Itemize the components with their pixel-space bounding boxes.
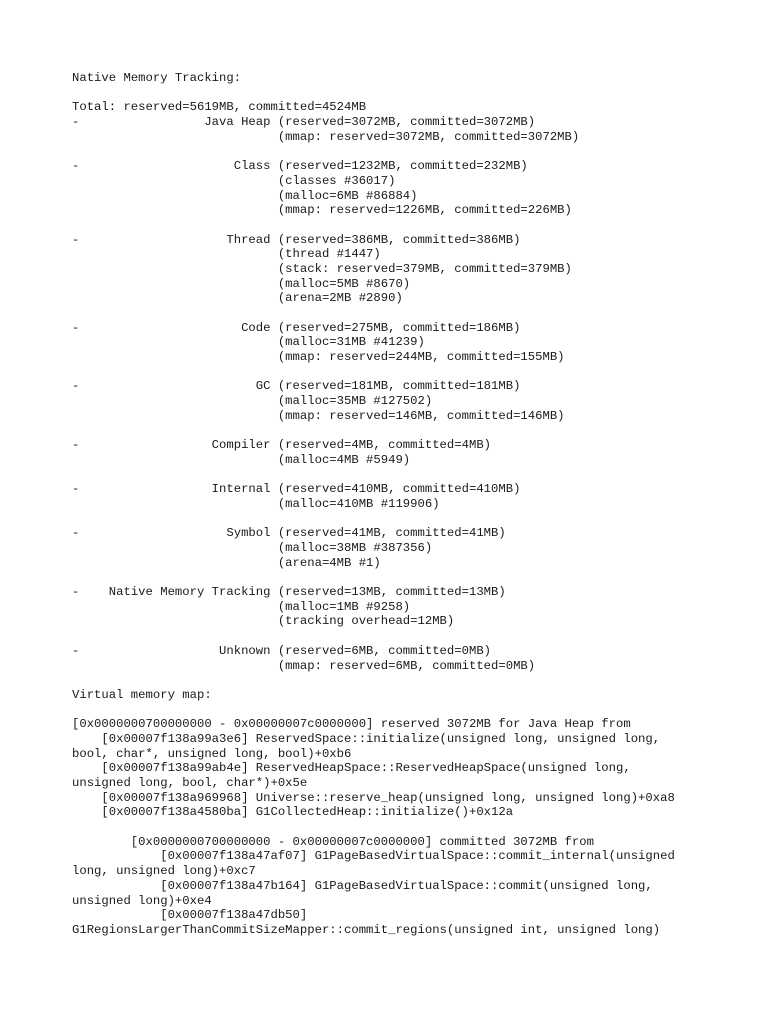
text-line: [0x00007f138a47b164] G1PageBasedVirtualSpace::commit(unsigned long, <box>72 878 653 893</box>
text-line: (malloc=4MB #5949) <box>72 452 411 467</box>
text-line: (stack: reserved=379MB, committed=379MB) <box>72 261 572 276</box>
text-line: [0x00007f138a969968] Universe::reserve_heap(unsigned long, unsigned long)+0xa8 <box>72 790 675 805</box>
text-line: (classes #36017) <box>72 173 396 188</box>
text-line: (tracking overhead=12MB) <box>72 614 455 629</box>
text-line: (mmap: reserved=3072MB, committed=3072MB) <box>72 129 580 144</box>
text-line: - Symbol (reserved=41MB, committed=41MB) <box>72 526 506 541</box>
text-line <box>72 365 762 380</box>
text-line: G1RegionsLargerThanCommitSizeMapper::commit_regions(unsigned int, unsigned long) <box>72 922 661 937</box>
text-line: (mmap: reserved=146MB, committed=146MB) <box>72 408 565 423</box>
text-line: (malloc=1MB #9258) <box>72 599 411 614</box>
text-line: - Java Heap (reserved=3072MB, committed=3072MB) <box>72 115 536 130</box>
text-line: - Unknown (reserved=6MB, committed=0MB) <box>72 643 492 658</box>
text-line <box>72 820 762 835</box>
text-line: Virtual memory map: <box>72 687 212 702</box>
text-line: (arena=4MB #1) <box>72 555 381 570</box>
text-line <box>72 570 762 585</box>
text-line: (malloc=5MB #8670) <box>72 276 411 291</box>
text-line <box>72 468 762 483</box>
text-line <box>72 703 762 718</box>
document-body <box>72 71 762 938</box>
text-line: (thread #1447) <box>72 247 381 262</box>
text-line: bool, char*, unsigned long, bool)+0xb6 <box>72 746 352 761</box>
text-line <box>72 144 762 159</box>
text-line <box>72 218 762 233</box>
text-line: - Compiler (reserved=4MB, committed=4MB) <box>72 438 492 453</box>
text-line: (malloc=410MB #119906) <box>72 496 440 511</box>
text-line: (mmap: reserved=6MB, committed=0MB) <box>72 658 536 673</box>
text-line: [0x0000000700000000 - 0x00000007c0000000] committed 3072MB from <box>72 834 594 849</box>
text-line <box>72 629 762 644</box>
text-line: (malloc=6MB #86884) <box>72 188 418 203</box>
text-line <box>72 424 762 439</box>
text-line: (arena=2MB #2890) <box>72 291 403 306</box>
text-line: [0x00007f138a47db50] <box>72 908 308 923</box>
text-line: [0x00007f138a99a3e6] ReservedSpace::initialize(unsigned long, unsigned long, <box>72 731 661 746</box>
text-line: (malloc=31MB #41239) <box>72 335 425 350</box>
text-line <box>72 306 762 321</box>
text-line: [0x00007f138a4580ba] G1CollectedHeap::initialize()+0x12a <box>72 805 514 820</box>
text-line <box>72 86 762 101</box>
text-line: - Native Memory Tracking (reserved=13MB, committed=13MB) <box>72 585 506 600</box>
text-line: - Class (reserved=1232MB, committed=232MB) <box>72 159 528 174</box>
text-line: - Internal (reserved=410MB, committed=410MB) <box>72 482 521 497</box>
text-line: Total: reserved=5619MB, committed=4524MB <box>72 100 367 115</box>
text-line: - GC (reserved=181MB, committed=181MB) <box>72 379 521 394</box>
text-line: [0x00007f138a47af07] G1PageBasedVirtualSpace::commit_internal(unsigned <box>72 849 675 864</box>
text-line <box>72 512 762 527</box>
text-line: (malloc=38MB #387356) <box>72 541 433 555</box>
text-line: unsigned long, bool, char*)+0x5e <box>72 776 308 790</box>
text-line: long, unsigned long)+0xc7 <box>72 864 256 879</box>
text-line: [0x0000000700000000 - 0x00000007c0000000] reserved 3072MB for Java Heap from <box>72 717 631 732</box>
text-line: (mmap: reserved=1226MB, committed=226MB) <box>72 203 572 218</box>
text-line: (malloc=35MB #127502) <box>72 394 433 409</box>
text-line: [0x00007f138a99ab4e] ReservedHeapSpace::ReservedHeapSpace(unsigned long, <box>72 761 631 776</box>
text-line: Native Memory Tracking: <box>72 71 242 85</box>
text-line: - Code (reserved=275MB, committed=186MB) <box>72 320 521 335</box>
text-line: - Thread (reserved=386MB, committed=386MB) <box>72 232 521 247</box>
text-line: unsigned long)+0xe4 <box>72 893 212 908</box>
text-line: (mmap: reserved=244MB, committed=155MB) <box>72 350 565 365</box>
text-line <box>72 673 762 688</box>
